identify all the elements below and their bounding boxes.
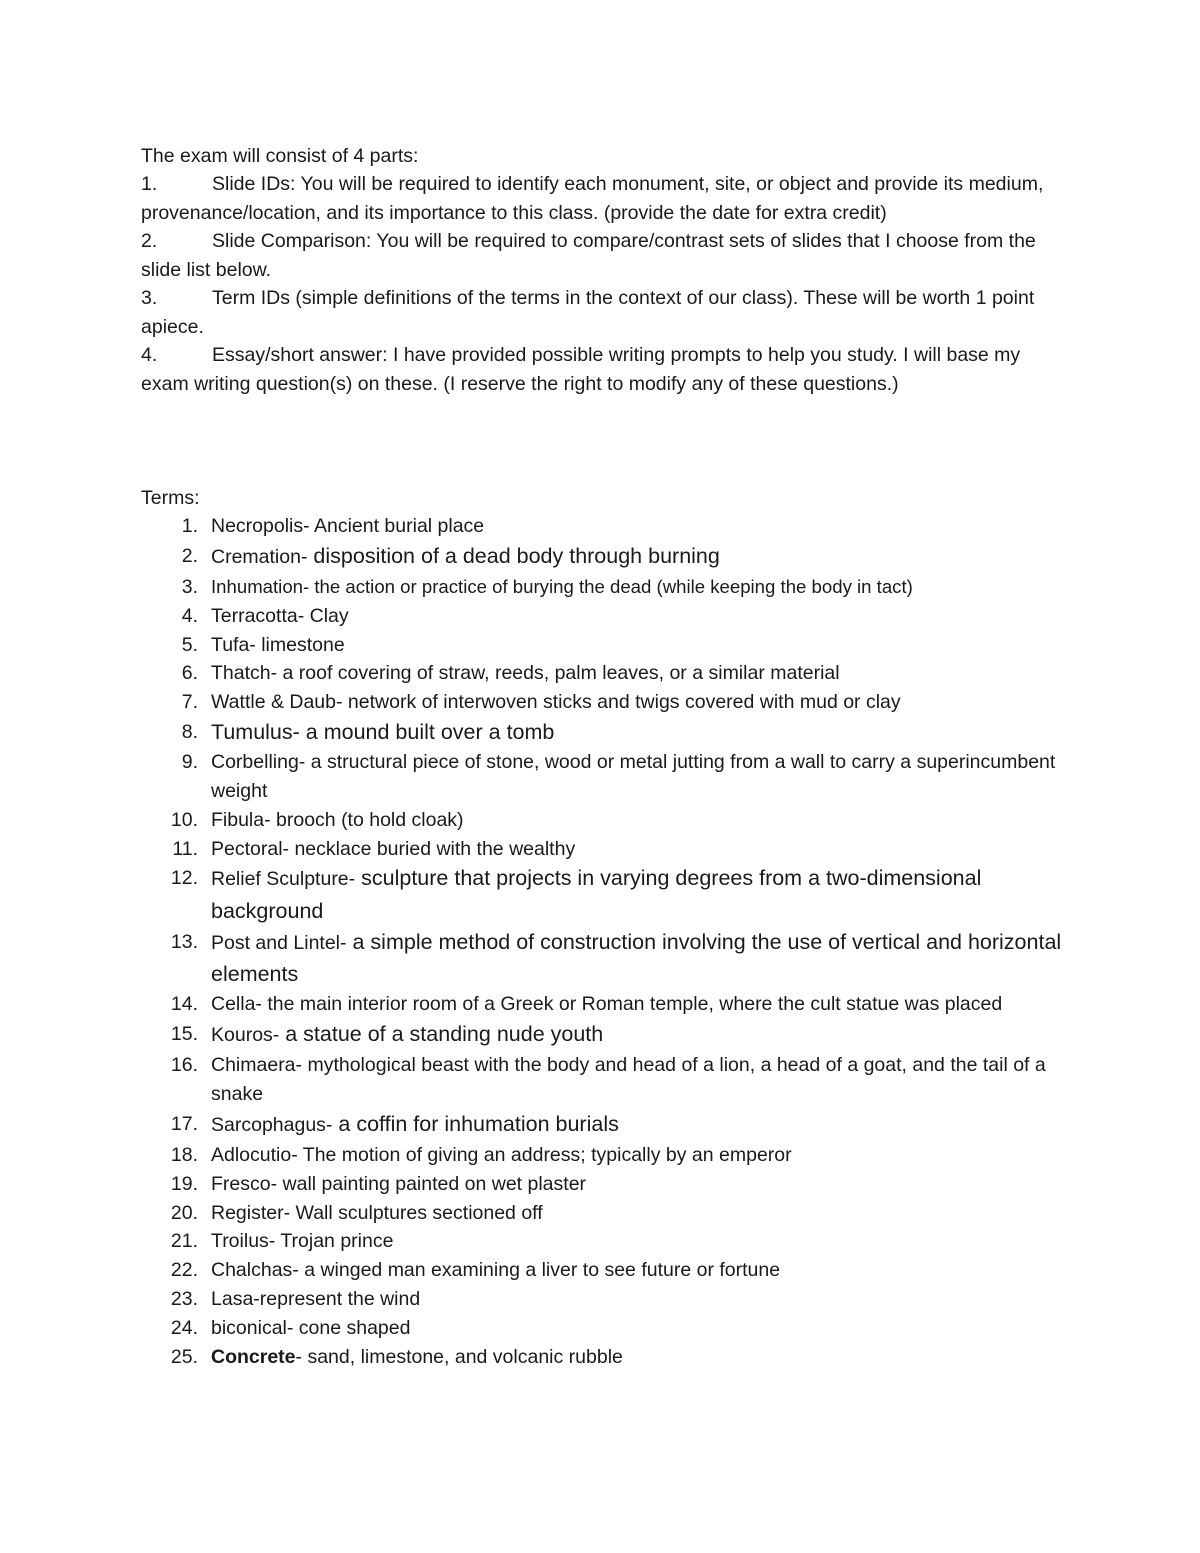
term-definition: a roof covering of straw, reeds, palm leaves, or a similar material: [277, 662, 840, 685]
exam-part-number: 1.: [141, 173, 158, 195]
term-number: 16.: [170, 1054, 198, 1077]
exam-parts-list: [141, 170, 1071, 398]
term-number: 8.: [181, 720, 198, 743]
term-definition: brooch (to hold cloak): [270, 808, 464, 831]
term-name: Necropolis-: [211, 515, 310, 537]
term-number: 1.: [181, 515, 198, 537]
term-name: Adlocutio-: [211, 1143, 298, 1166]
exam-part-item: [141, 341, 1071, 398]
term-definition: - sand, limestone, and volcanic rubble: [295, 1345, 623, 1368]
term-item: [0, 990, 1066, 1019]
exam-part-number: 2.: [141, 230, 158, 252]
term-item: [0, 1109, 1066, 1141]
exam-part-text: Term IDs (simple definitions of the terms in the context of our class). These will be worth 1 point apiece.: [141, 287, 1035, 338]
term-name: Chalchas-: [211, 1259, 299, 1282]
term-number: 13.: [170, 930, 198, 953]
term-definition: network of interwoven sticks and twigs covered with mud or clay: [342, 691, 901, 714]
term-name: Tumulus-: [211, 719, 300, 744]
term-item: [0, 1019, 1066, 1051]
term-item: [0, 1343, 1066, 1372]
intro-heading: The exam will consist of 4 parts:: [141, 145, 419, 167]
term-name: Corbelling-: [211, 751, 306, 774]
term-name: Troilus-: [211, 1230, 276, 1253]
term-definition: a structural piece of stone, wood or metal jutting from a wall to carry a superincumbent weight: [211, 751, 1056, 802]
term-name: Concrete: [211, 1345, 296, 1368]
term-number: 25.: [170, 1345, 198, 1368]
exam-part-item: [141, 227, 1071, 284]
term-item: [0, 835, 1066, 864]
term-name: Inhumation-: [211, 576, 310, 597]
term-name: Kouros-: [211, 1023, 280, 1046]
term-name: Lasa-: [211, 1287, 260, 1310]
term-name: Chimaera-: [211, 1054, 303, 1077]
term-definition: the action or practice of burying the dead (while keeping the body in tact): [309, 576, 913, 597]
term-item: [0, 927, 1066, 990]
term-number: 7.: [181, 691, 198, 714]
term-item: [0, 1285, 1066, 1314]
exam-part-number: 3.: [141, 287, 158, 309]
term-item: [0, 1051, 1066, 1109]
term-name: Post and Lintel-: [211, 931, 347, 954]
exam-part-item: [141, 170, 1071, 227]
term-number: 24.: [170, 1316, 198, 1339]
term-definition: cone shaped: [293, 1316, 411, 1339]
term-item: [0, 659, 1066, 688]
term-number: 21.: [170, 1230, 198, 1253]
term-number: 20.: [170, 1201, 198, 1224]
term-number: 23.: [170, 1287, 198, 1310]
term-definition: a winged man examining a liver to see future or fortune: [298, 1259, 781, 1282]
term-definition: Wall sculptures sectioned off: [290, 1201, 543, 1224]
term-item: [0, 1141, 1066, 1170]
term-definition: Clay: [304, 604, 349, 627]
term-name: Cremation-: [211, 545, 308, 568]
term-definition: Ancient burial place: [309, 515, 485, 537]
term-number: 11.: [172, 837, 198, 860]
term-definition: a coffin for inhumation burials: [332, 1111, 619, 1136]
term-number: 3.: [181, 576, 198, 598]
term-item: [0, 512, 1066, 541]
term-name: biconical-: [211, 1316, 294, 1339]
term-number: 4.: [181, 604, 198, 627]
term-name: Terracotta-: [211, 604, 305, 627]
term-item: [0, 1170, 1066, 1199]
term-item: [0, 863, 1066, 926]
term-item: [0, 631, 1066, 660]
term-number: 10.: [170, 808, 198, 831]
term-name: Fibula-: [211, 808, 271, 831]
term-item: [0, 541, 1066, 573]
term-item: [0, 1314, 1066, 1343]
term-name: Tufa-: [211, 633, 256, 656]
term-number: 15.: [170, 1022, 198, 1045]
term-number: 9.: [181, 751, 198, 774]
term-item: [0, 1256, 1066, 1285]
term-number: 17.: [170, 1112, 198, 1135]
term-name: Pectoral-: [211, 837, 290, 860]
term-definition: The motion of giving an address; typically by an emperor: [297, 1143, 792, 1166]
term-item: [0, 748, 1066, 806]
exam-part-text: Essay/short answer: I have provided possible writing prompts to help you study. I will base my exam writing question(s) on these. (I reserve the right to modify any of these questions.): [141, 344, 1021, 395]
term-definition: disposition of a dead body through burning: [307, 543, 720, 568]
term-name: Relief Sculpture-: [211, 868, 356, 891]
term-number: 14.: [170, 993, 198, 1016]
term-name: Thatch-: [211, 662, 278, 685]
exam-part-item: [141, 284, 1071, 341]
term-number: 22.: [170, 1259, 198, 1282]
term-number: 2.: [181, 544, 198, 567]
term-definition: mythological beast with the body and head of a lion, a head of a goat, and the tail of a snake: [211, 1054, 1046, 1105]
terms-heading: Terms:: [141, 487, 200, 509]
term-name: Cella-: [211, 993, 262, 1016]
term-name: Sarcophagus-: [211, 1113, 333, 1136]
term-item: [0, 1199, 1066, 1228]
term-item: [0, 602, 1066, 631]
term-definition: a statue of a standing nude youth: [279, 1021, 604, 1046]
term-item: [0, 573, 1066, 602]
term-number: 6.: [181, 662, 198, 685]
term-name: Wattle & Daub-: [211, 691, 343, 714]
term-definition: wall painting painted on wet plaster: [277, 1172, 587, 1195]
term-item: [0, 688, 1066, 717]
term-item: [0, 1227, 1066, 1256]
term-definition: represent the wind: [259, 1287, 421, 1310]
term-definition: a simple method of construction involving the use of vertical and horizontal elements: [211, 929, 1062, 986]
term-name: Fresco-: [211, 1172, 278, 1195]
terms-list: [0, 512, 1200, 1371]
term-item: [0, 806, 1066, 835]
exam-part-text: Slide Comparison: You will be required to compare/contrast sets of slides that I choose from the slide list below.: [141, 230, 1036, 281]
exam-part-text: Slide IDs: You will be required to identify each monument, site, or object and provide its medium, provenance/location, and its importance to this class. (provide the date for extra credit): [141, 173, 1044, 224]
exam-part-number: 4.: [141, 344, 158, 366]
term-number: 5.: [181, 633, 198, 656]
term-definition: necklace buried with the wealthy: [289, 837, 576, 860]
term-definition: Trojan prince: [275, 1230, 394, 1253]
term-number: 18.: [170, 1143, 198, 1166]
term-number: 19.: [170, 1172, 198, 1195]
term-definition: sculpture that projects in varying degrees from a two-dimensional background: [211, 866, 982, 923]
term-definition: a mound built over a tomb: [299, 719, 555, 744]
term-number: 12.: [170, 867, 198, 890]
term-item: [0, 717, 1066, 748]
term-name: Register-: [211, 1201, 291, 1224]
term-definition: the main interior room of a Greek or Roman temple, where the cult statue was placed: [261, 993, 1003, 1016]
term-definition: limestone: [255, 633, 345, 656]
